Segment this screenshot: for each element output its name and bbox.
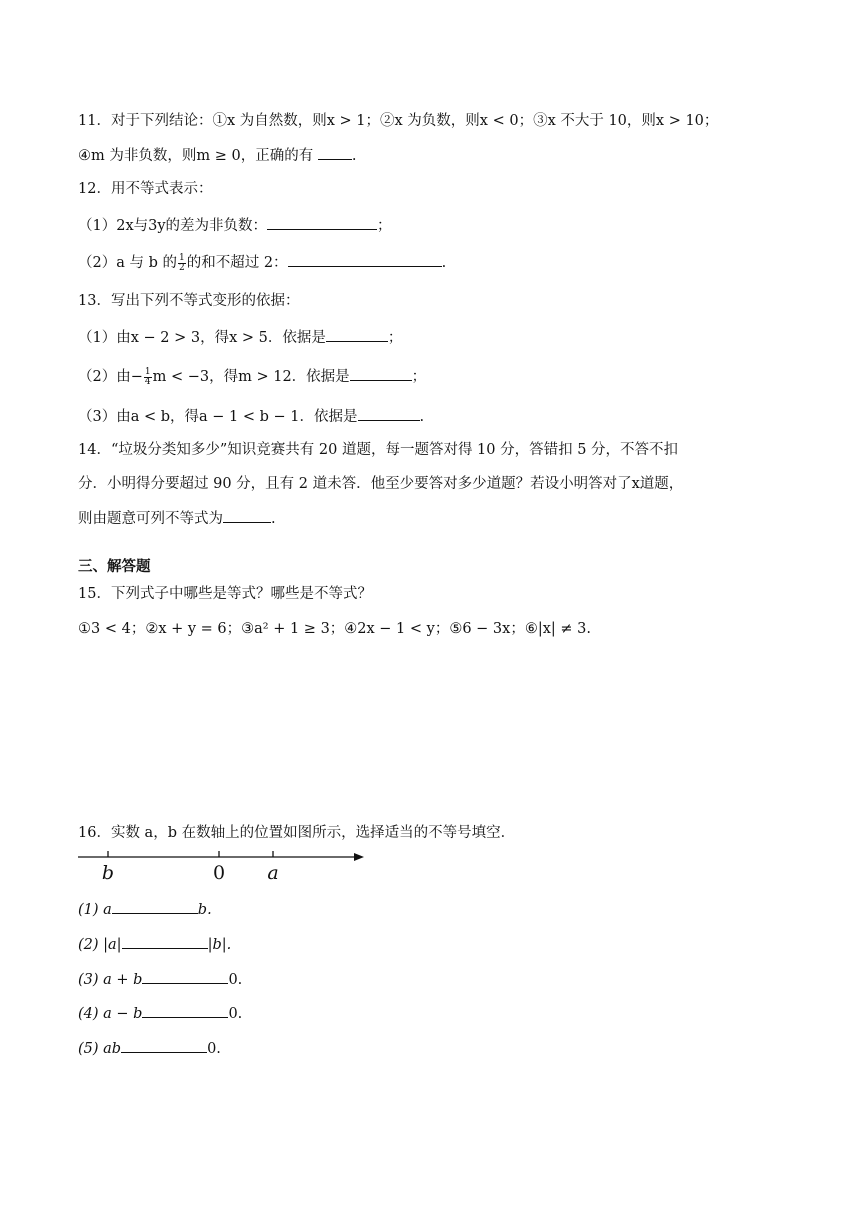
q16-part1-blank[interactable] <box>112 899 198 914</box>
label-0: 0 <box>212 862 226 884</box>
q13-part1-text: （1）由x − 2 > 3，得x > 5．依据是 <box>78 330 326 346</box>
q11-line2-text: ④m 为非负数，则m ≥ 0，正确的有 <box>78 148 318 164</box>
q12-part1-blank[interactable] <box>267 215 377 230</box>
q12-part2-end: . <box>441 255 447 271</box>
q12-part2-text-a: （2）a 与 b 的 <box>78 255 177 271</box>
q16-part4-blank[interactable] <box>142 1003 228 1018</box>
q13-part2-blank[interactable] <box>350 366 412 381</box>
label-a: a <box>267 862 279 884</box>
q16-part2-left: (2) |a| <box>78 937 122 953</box>
q16-part2 <box>78 934 231 955</box>
q14-line1: 14．“垃圾分类知多少”知识竞赛共有 20 道题，每一题答对得 10 分，答错扣 5 分，不答不扣 <box>78 442 679 458</box>
q16-part3-left: (3) a + b <box>78 972 143 988</box>
q13-part3-blank[interactable] <box>358 406 420 421</box>
q16-part3 <box>78 969 242 990</box>
q12-part2-blank[interactable] <box>288 252 442 267</box>
q13-part1-blank[interactable] <box>326 327 388 342</box>
q13-part2-end: ； <box>411 369 427 385</box>
section-heading: 三、解答题 <box>78 558 151 575</box>
q14-line2: 分．小明得分要超过 90 分，且有 2 道未答．他至少要答对多少道题？若设小明答对了x道题， <box>78 476 684 492</box>
q16-part3-right: 0. <box>228 972 243 988</box>
q14-line3 <box>78 508 276 529</box>
label-b: b <box>101 862 115 884</box>
q16-part1-left: (1) a <box>78 902 112 918</box>
q13-part2-text-b: m < −3，得m > 12．依据是 <box>152 369 350 385</box>
q13-part1-end: ； <box>387 330 403 346</box>
q13-part2 <box>78 366 426 387</box>
q12-part1 <box>78 215 392 236</box>
q16-part5-right: 0. <box>207 1041 221 1057</box>
axis-arrow <box>354 853 364 861</box>
q11-line2-end: . <box>351 148 357 164</box>
q16-part4 <box>78 1003 242 1024</box>
q12-part1-end: ； <box>377 218 392 234</box>
q16-stem: 16．实数 a，b 在数轴上的位置如图所示，选择适当的不等号填空． <box>78 825 516 841</box>
q13-frac-den: 4 <box>144 376 151 387</box>
q11-answer-blank[interactable] <box>318 145 352 160</box>
q15-items: ①3 < 4；②x + y = 6；③a² + 1 ≥ 3；④2x − 1 < y；⑤6 − 3x；⑥|x| ≠ 3. <box>78 621 591 637</box>
q16-part5-left: (5) ab <box>78 1041 122 1057</box>
q13-part2-text-a: （2）由− <box>78 369 143 385</box>
q12-stem: 12．用不等式表示： <box>78 181 213 197</box>
q16-part3-blank[interactable] <box>142 969 228 984</box>
q16-part4-left: (4) a − b <box>78 1006 143 1022</box>
q13-frac-num: 1 <box>144 366 151 377</box>
q16-part4-right: 0. <box>228 1006 243 1022</box>
q16-part2-right: |b|. <box>207 937 232 953</box>
q14-line3-end: . <box>271 511 276 527</box>
q13-stem: 13．写出下列不等式变形的依据： <box>78 293 300 309</box>
q13-fraction <box>144 368 152 387</box>
number-line <box>78 845 378 891</box>
q16-part5-blank[interactable] <box>121 1038 207 1053</box>
q15-stem: 15．下列式子中哪些是等式？哪些是不等式？ <box>78 586 372 602</box>
q12-part1-text: （1）2x与3y的差为非负数： <box>78 218 268 234</box>
q13-part3-text: （3）由a < b，得a − 1 < b − 1．依据是 <box>78 409 358 425</box>
q11-line1: 11．对于下列结论：①x 为自然数，则x > 1；②x 为负数，则x < 0；③x 不大于 10，则x > 10； <box>78 113 719 129</box>
q14-answer-blank[interactable] <box>223 508 271 523</box>
q14-line3-text: 则由题意可列不等式为 <box>78 511 223 527</box>
q13-part3 <box>78 406 424 427</box>
q16-part1-right: b. <box>197 902 212 918</box>
q16-part2-blank[interactable] <box>122 934 208 949</box>
q11-line2 <box>78 145 356 166</box>
q16-part5 <box>78 1038 221 1059</box>
q12-frac-num: 1 <box>178 252 185 263</box>
q16-part1 <box>78 899 212 920</box>
q13-part3-end: . <box>419 409 425 425</box>
q12-part2-text-b: 的和不超过 2： <box>186 255 288 271</box>
q12-part2 <box>78 252 446 273</box>
q13-part1 <box>78 327 402 348</box>
q12-fraction <box>178 254 186 273</box>
q12-frac-den: 2 <box>178 262 185 273</box>
